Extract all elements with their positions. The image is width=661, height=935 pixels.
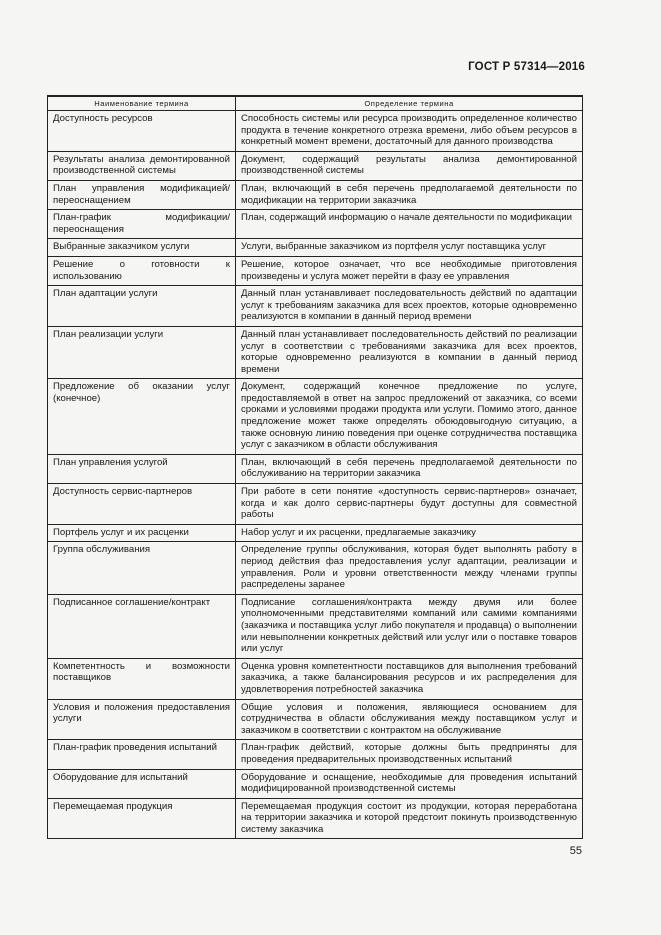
definition-cell: Оборудование и оснащение, необходимые для проведения испытаний модифицированной производственной системы bbox=[236, 769, 583, 798]
term-cell: План управления модификацией/переоснащением bbox=[48, 180, 236, 209]
terms-table bbox=[47, 95, 583, 839]
definition-cell: План, включающий в себя перечень предполагаемой деятельности по модификации на территории заказчика bbox=[236, 180, 583, 209]
term-cell: Портфель услуг и их расценки bbox=[48, 524, 236, 542]
term-cell: Оборудование для испытаний bbox=[48, 769, 236, 798]
term-cell: План управления услугой bbox=[48, 454, 236, 483]
term-cell: Решение о готовности к использованию bbox=[48, 256, 236, 285]
table-row bbox=[48, 769, 583, 798]
definition-cell: Документ, содержащий результаты анализа демонтированной производственной системы bbox=[236, 151, 583, 180]
table-row bbox=[48, 594, 583, 658]
term-cell: Группа обслуживания bbox=[48, 542, 236, 594]
definition-cell: План-график действий, которые должны быть предприняты для проведения предварительных производственных испытаний bbox=[236, 740, 583, 769]
term-cell: Подписанное соглашение/контракт bbox=[48, 594, 236, 658]
definition-cell: Перемещаемая продукция состоит из продукции, которая переработана на территории заказчика и которой предстоит покинуть производственную систему заказчика bbox=[236, 798, 583, 839]
table-row bbox=[48, 326, 583, 378]
term-cell: Выбранные заказчиком услуги bbox=[48, 239, 236, 257]
table-row bbox=[48, 798, 583, 839]
term-cell: Условия и положения предоставления услуги bbox=[48, 699, 236, 740]
table-row bbox=[48, 524, 583, 542]
definition-cell: План, содержащий информацию о начале деятельности по модификации bbox=[236, 210, 583, 239]
table-row bbox=[48, 256, 583, 285]
definition-cell: Определение группы обслуживания, которая будет выполнять работу в период действия фаз предоставления услуг адаптации, реализации и управления. Роли и уровни ответственности между членами группы распределены заранее bbox=[236, 542, 583, 594]
definition-cell: Данный план устанавливает последовательность действий по реализации услуг в соответствии с требованиями заказчика для всех проектов, которые одновременно реализуются в компании в данный период времени bbox=[236, 326, 583, 378]
header-definition: Определение термина bbox=[236, 96, 583, 111]
definition-cell: Услуги, выбранные заказчиком из портфеля услуг поставщика услуг bbox=[236, 239, 583, 257]
table-row bbox=[48, 699, 583, 740]
table-row bbox=[48, 210, 583, 239]
definition-cell: Данный план устанавливает последовательность действий по адаптации услуг к требованиям заказчика для всех проектов, которые одновременно реализуются в компании в данный период времени bbox=[236, 286, 583, 327]
term-cell: Доступность ресурсов bbox=[48, 111, 236, 152]
table-body bbox=[48, 111, 583, 839]
table-row bbox=[48, 484, 583, 525]
table-row bbox=[48, 740, 583, 769]
term-cell: План-график модификации/переоснащения bbox=[48, 210, 236, 239]
definition-cell: План, включающий в себя перечень предполагаемой деятельности по обслуживанию на территории заказчика bbox=[236, 454, 583, 483]
table-row bbox=[48, 542, 583, 594]
definition-cell: Документ, содержащий конечное предложение по услуге, предоставляемой в ответ на запрос предложений от заказчика, со всеми сроками и условиями продажи продукта или услуги. Помимо этого, данное предложение может также определять обоюдовыгодную ситуацию, а также основную линию поведения при оценке сотрудничества поставщика услуг с заказчиком в области обслуживания bbox=[236, 379, 583, 455]
term-cell: Результаты анализа демонтированной производственной системы bbox=[48, 151, 236, 180]
term-cell: Перемещаемая продукция bbox=[48, 798, 236, 839]
definition-cell: При работе в сети понятие «доступность сервис-партнеров» означает, когда и как долго сервис-партнеры будут доступны для совместной работы bbox=[236, 484, 583, 525]
table-row bbox=[48, 151, 583, 180]
term-cell: План-график проведения испытаний bbox=[48, 740, 236, 769]
definition-cell: Решение, которое означает, что все необходимые приготовления произведены и услуга может перейти в фазу ее управления bbox=[236, 256, 583, 285]
table-row bbox=[48, 379, 583, 455]
definition-cell: Оценка уровня компетентности поставщиков для выполнения требований заказчика, а также балансирования ресурсов и их распределения для удовлетворения потребностей заказчика bbox=[236, 658, 583, 699]
document-code: ГОСТ Р 57314—2016 bbox=[468, 61, 585, 73]
definition-cell: Способность системы или ресурса производить определенное количество продукта в течение конкретного отрезка времени, либо объем ресурсов в конкретный момент времени, достаточный для данного производства bbox=[236, 111, 583, 152]
header-term: Наименование термина bbox=[48, 96, 236, 111]
term-cell: Доступность сервис-партнеров bbox=[48, 484, 236, 525]
definition-cell: Общие условия и положения, являющиеся основанием для сотрудничества в области обслуживания между поставщиком услуг и заказчиком в соответствии с контрактом на обслуживание bbox=[236, 699, 583, 740]
table-row bbox=[48, 286, 583, 327]
page-number: 55 bbox=[569, 845, 582, 857]
table-row bbox=[48, 658, 583, 699]
term-cell: План реализации услуги bbox=[48, 326, 236, 378]
term-cell: Предложение об оказании услуг (конечное) bbox=[48, 379, 236, 455]
table-row bbox=[48, 454, 583, 483]
definition-cell: Подписание соглашения/контракта между двумя или более уполномоченными представителями компаний или самими компаниями (заказчика и поставщика услуг либо покупателя и продавца) о выполнении или невыполнении конкретных действий или услуг или о поставке товаров или услуг bbox=[236, 594, 583, 658]
term-cell: План адаптации услуги bbox=[48, 286, 236, 327]
table-row bbox=[48, 111, 583, 152]
table-header-row bbox=[48, 96, 583, 111]
term-cell: Компетентность и возможности поставщиков bbox=[48, 658, 236, 699]
table-row bbox=[48, 180, 583, 209]
table-row bbox=[48, 239, 583, 257]
definition-cell: Набор услуг и их расценки, предлагаемые заказчику bbox=[236, 524, 583, 542]
